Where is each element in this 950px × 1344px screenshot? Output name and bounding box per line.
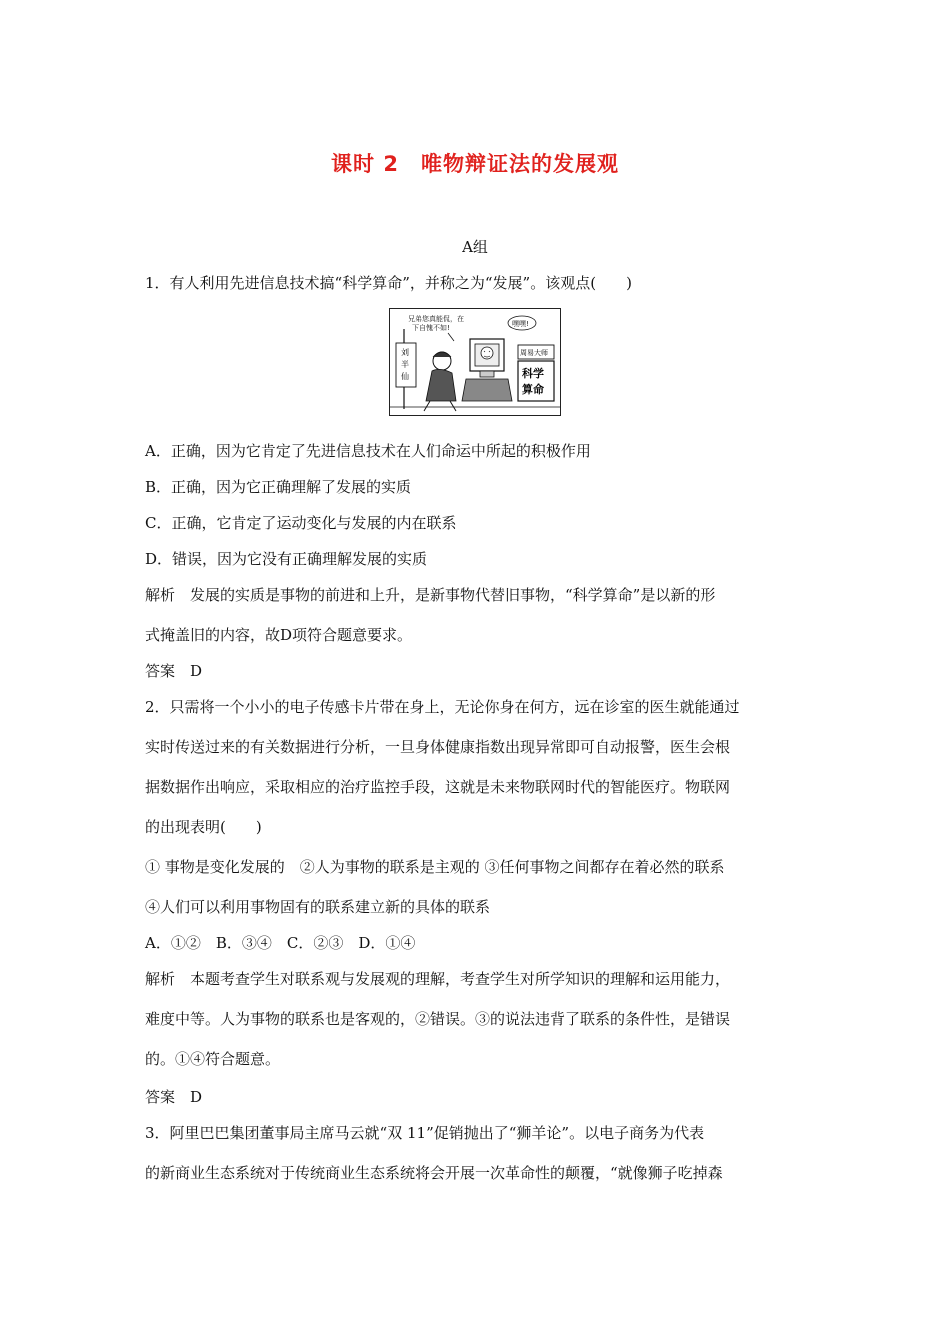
answer-2: 答案 D (145, 1088, 203, 1106)
analysis-1-line-2: 式掩盖旧的内容，故D项符合题意要求。 (145, 626, 413, 644)
speech-line-1: 兄弟您真能侃，在 (408, 315, 464, 323)
question-2-line-3: 据数据作出响应，采取相应的治疗监控手段，这就是未来物联网时代的智能医疗。物联网 (145, 778, 731, 796)
sign-line-1: 科学 (522, 367, 544, 380)
speech-line-2: 下自愧不如! (412, 324, 450, 332)
exclaim-text: 嘿嘿! (512, 320, 529, 328)
cartoon-illustration (389, 308, 561, 416)
option-b: B．正确，因为它正确理解了发展的实质 (145, 478, 412, 496)
group-heading: A组 (462, 238, 488, 256)
analysis-2-line-3: 的。①④符合题意。 (145, 1050, 281, 1068)
question-2-line-4: 的出现表明( ) (145, 818, 262, 836)
question-2-line-2: 实时传送过来的有关数据进行分析，一旦身体健康指数出现异常即可自动报警，医生会根 (145, 738, 731, 756)
sign-line-2: 算命 (522, 383, 544, 396)
banner-char-1: 刘 (401, 348, 409, 357)
banner-char-3: 仙 (401, 372, 409, 381)
banner-char-2: 半 (401, 360, 409, 369)
statements-line-2: ④人们可以利用事物固有的联系建立新的具体的联系 (145, 898, 491, 916)
option-d: D．错误，因为它没有正确理解发展的实质 (145, 550, 428, 568)
option-a: A．正确，因为它肯定了先进信息技术在人们命运中所起的积极作用 (145, 442, 591, 460)
answer-1: 答案 D (145, 662, 203, 680)
statements-line-1: ① 事物是变化发展的 ②人为事物的联系是主观的 ③任何事物之间都存在着必然的联系 (145, 858, 725, 876)
question-2-line-1: 2．只需将一个小小的电子传感卡片带在身上，无论你身在何方，远在诊室的医生就能通过 (145, 698, 740, 716)
options-2: A．①② B．③④ C．②③ D．①④ (145, 934, 416, 952)
page-title: 课时 2 唯物辩证法的发展观 (331, 152, 619, 176)
analysis-1-line-1: 解析 发展的实质是事物的前进和上升，是新事物代替旧事物，“科学算命”是以新的形 (145, 586, 716, 604)
question-1-stem: 1．有人利用先进信息技术搞“科学算命”，并称之为“发展”。该观点( ) (145, 274, 632, 292)
sign-top: 周易大师 (520, 349, 548, 357)
analysis-2-line-1: 解析 本题考查学生对联系观与发展观的理解，考查学生对所学知识的理解和运用能力， (145, 970, 731, 988)
option-c: C．正确，它肯定了运动变化与发展的内在联系 (145, 514, 457, 532)
question-3-line-2: 的新商业生态系统对于传统商业生态系统将会开展一次革命性的颠覆，“就像狮子吃掉森 (145, 1164, 723, 1182)
analysis-2-line-2: 难度中等。人为事物的联系也是客观的，②错误。③的说法违背了联系的条件性，是错误 (145, 1010, 731, 1028)
question-3-line-1: 3．阿里巴巴集团董事局主席马云就“双 11”促销抛出了“狮羊论”。以电子商务为代表 (145, 1124, 705, 1142)
